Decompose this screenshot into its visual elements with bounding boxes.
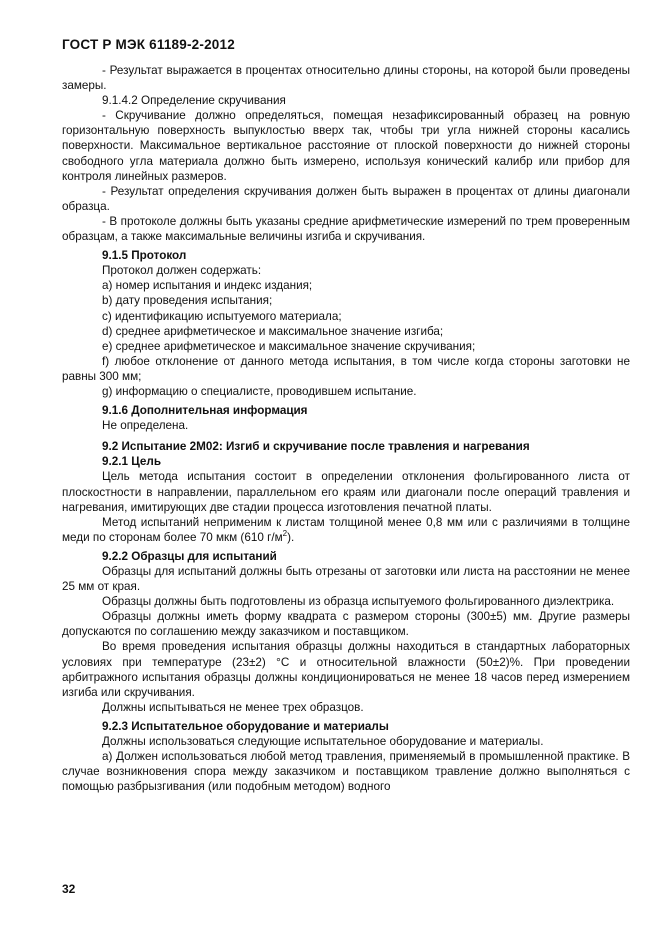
paragraph: Цель метода испытания состоит в определении отклонения фольгированного листа от плоскостности в направлении, параллельном его краям или диагонали после операций травления и нагревания, имитирующих две стадии процесса изготовления печатной платы. bbox=[62, 470, 630, 514]
section-heading: 9.2.1 Цель bbox=[102, 455, 162, 469]
section-heading: 9.1.5 Протокол bbox=[102, 249, 187, 263]
list-item: a) номер испытания и индекс издания; bbox=[102, 279, 313, 293]
paragraph-text: ). bbox=[287, 530, 295, 544]
page-number: 32 bbox=[62, 882, 76, 896]
section-heading: 9.2.3 Испытательное оборудование и материалы bbox=[102, 719, 389, 733]
paragraph bbox=[62, 515, 630, 545]
paragraph: Протокол должен содержать: bbox=[102, 264, 262, 278]
paragraph: Должны испытываться не менее трех образцов. bbox=[102, 700, 364, 714]
superscript: 2 bbox=[282, 528, 288, 538]
list-item: b) дату проведения испытания; bbox=[102, 294, 273, 308]
clause-heading: 9.1.4.2 Определение скручивания bbox=[102, 94, 286, 108]
paragraph-text: Метод испытаний неприменим к листам толщиной менее 0,8 мм или с различиями в толщине меди по сторонам более 70 мкм (610 г/м bbox=[62, 515, 630, 544]
paragraph: - Скручивание должно определяться, помещая незафиксированный образец на ровную горизонтальную поверхность выпуклостью вверх так, чтобы три угла нижней стороны касались поверхности. Максимальное вертикальное расстояние от плоской поверхности до нижней стороны свободного угла материала должно быть измерено, используя конический калибр или прибор для контроля линейных размеров. bbox=[62, 109, 630, 183]
list-item: c) идентификацию испытуемого материала; bbox=[102, 309, 342, 323]
list-item: f) любое отклонение от данного метода испытания, в том числе когда стороны заготовки не равны 300 мм; bbox=[62, 354, 630, 383]
paragraph: Не определена. bbox=[102, 419, 189, 433]
list-item: g) информацию о специалисте, проводившем испытание. bbox=[102, 384, 417, 398]
paragraph: Образцы должны иметь форму квадрата с размером стороны (300±5) мм. Другие размеры допускаются по соглашению между заказчиком и поставщиком. bbox=[62, 610, 630, 639]
paragraph: a) Должен использоваться любой метод травления, применяемый в промышленной практике. В случае возникновения спора между заказчиком и поставщиком травление должно выполняться с помощью разбрызгивания (или подобным методом) водного bbox=[62, 750, 630, 794]
section-heading: 9.1.6 Дополнительная информация bbox=[102, 404, 308, 418]
section-heading: 9.2 Испытание 2М02: Изгиб и скручивание после травления и нагревания bbox=[102, 440, 530, 454]
paragraph: Образцы для испытаний должны быть отрезаны от заготовки или листа на расстоянии не менее 25 мм от края. bbox=[62, 565, 630, 594]
paragraph: - Результат определения скручивания должен быть выражен в процентах от длины диагонали образца. bbox=[62, 184, 630, 213]
paragraph: Во время проведения испытания образцы должны находиться в стандартных лабораторных условиях при температуре (23±2) °С и относительной влажности (50±2)%. При проведении арбитражного испытания образцы должны кондиционироваться не менее 18 часов перед измерением изгиба или скручивания. bbox=[62, 640, 630, 699]
document-body bbox=[62, 63, 630, 794]
list-item: e) среднее арифметическое и максимальное значение скручивания; bbox=[102, 339, 476, 353]
paragraph: - В протоколе должны быть указаны средние арифметические измерений по трем проверенным образцам, а также максимальные величины изгиба и скручивания. bbox=[62, 214, 630, 244]
paragraph: - Результат выражается в процентах относительно длины стороны, на которой были проведены замеры. bbox=[62, 64, 630, 93]
paragraph: Образцы должны быть подготовлены из образца испытуемого фольгированного диэлектрика. bbox=[102, 595, 615, 609]
document-header: ГОСТ Р МЭК 61189-2-2012 bbox=[62, 37, 235, 52]
paragraph: Должны использоваться следующие испытательное оборудование и материалы. bbox=[102, 735, 544, 749]
list-item: d) среднее арифметическое и максимальное значение изгиба; bbox=[102, 324, 444, 338]
section-heading: 9.2.2 Образцы для испытаний bbox=[102, 549, 277, 563]
